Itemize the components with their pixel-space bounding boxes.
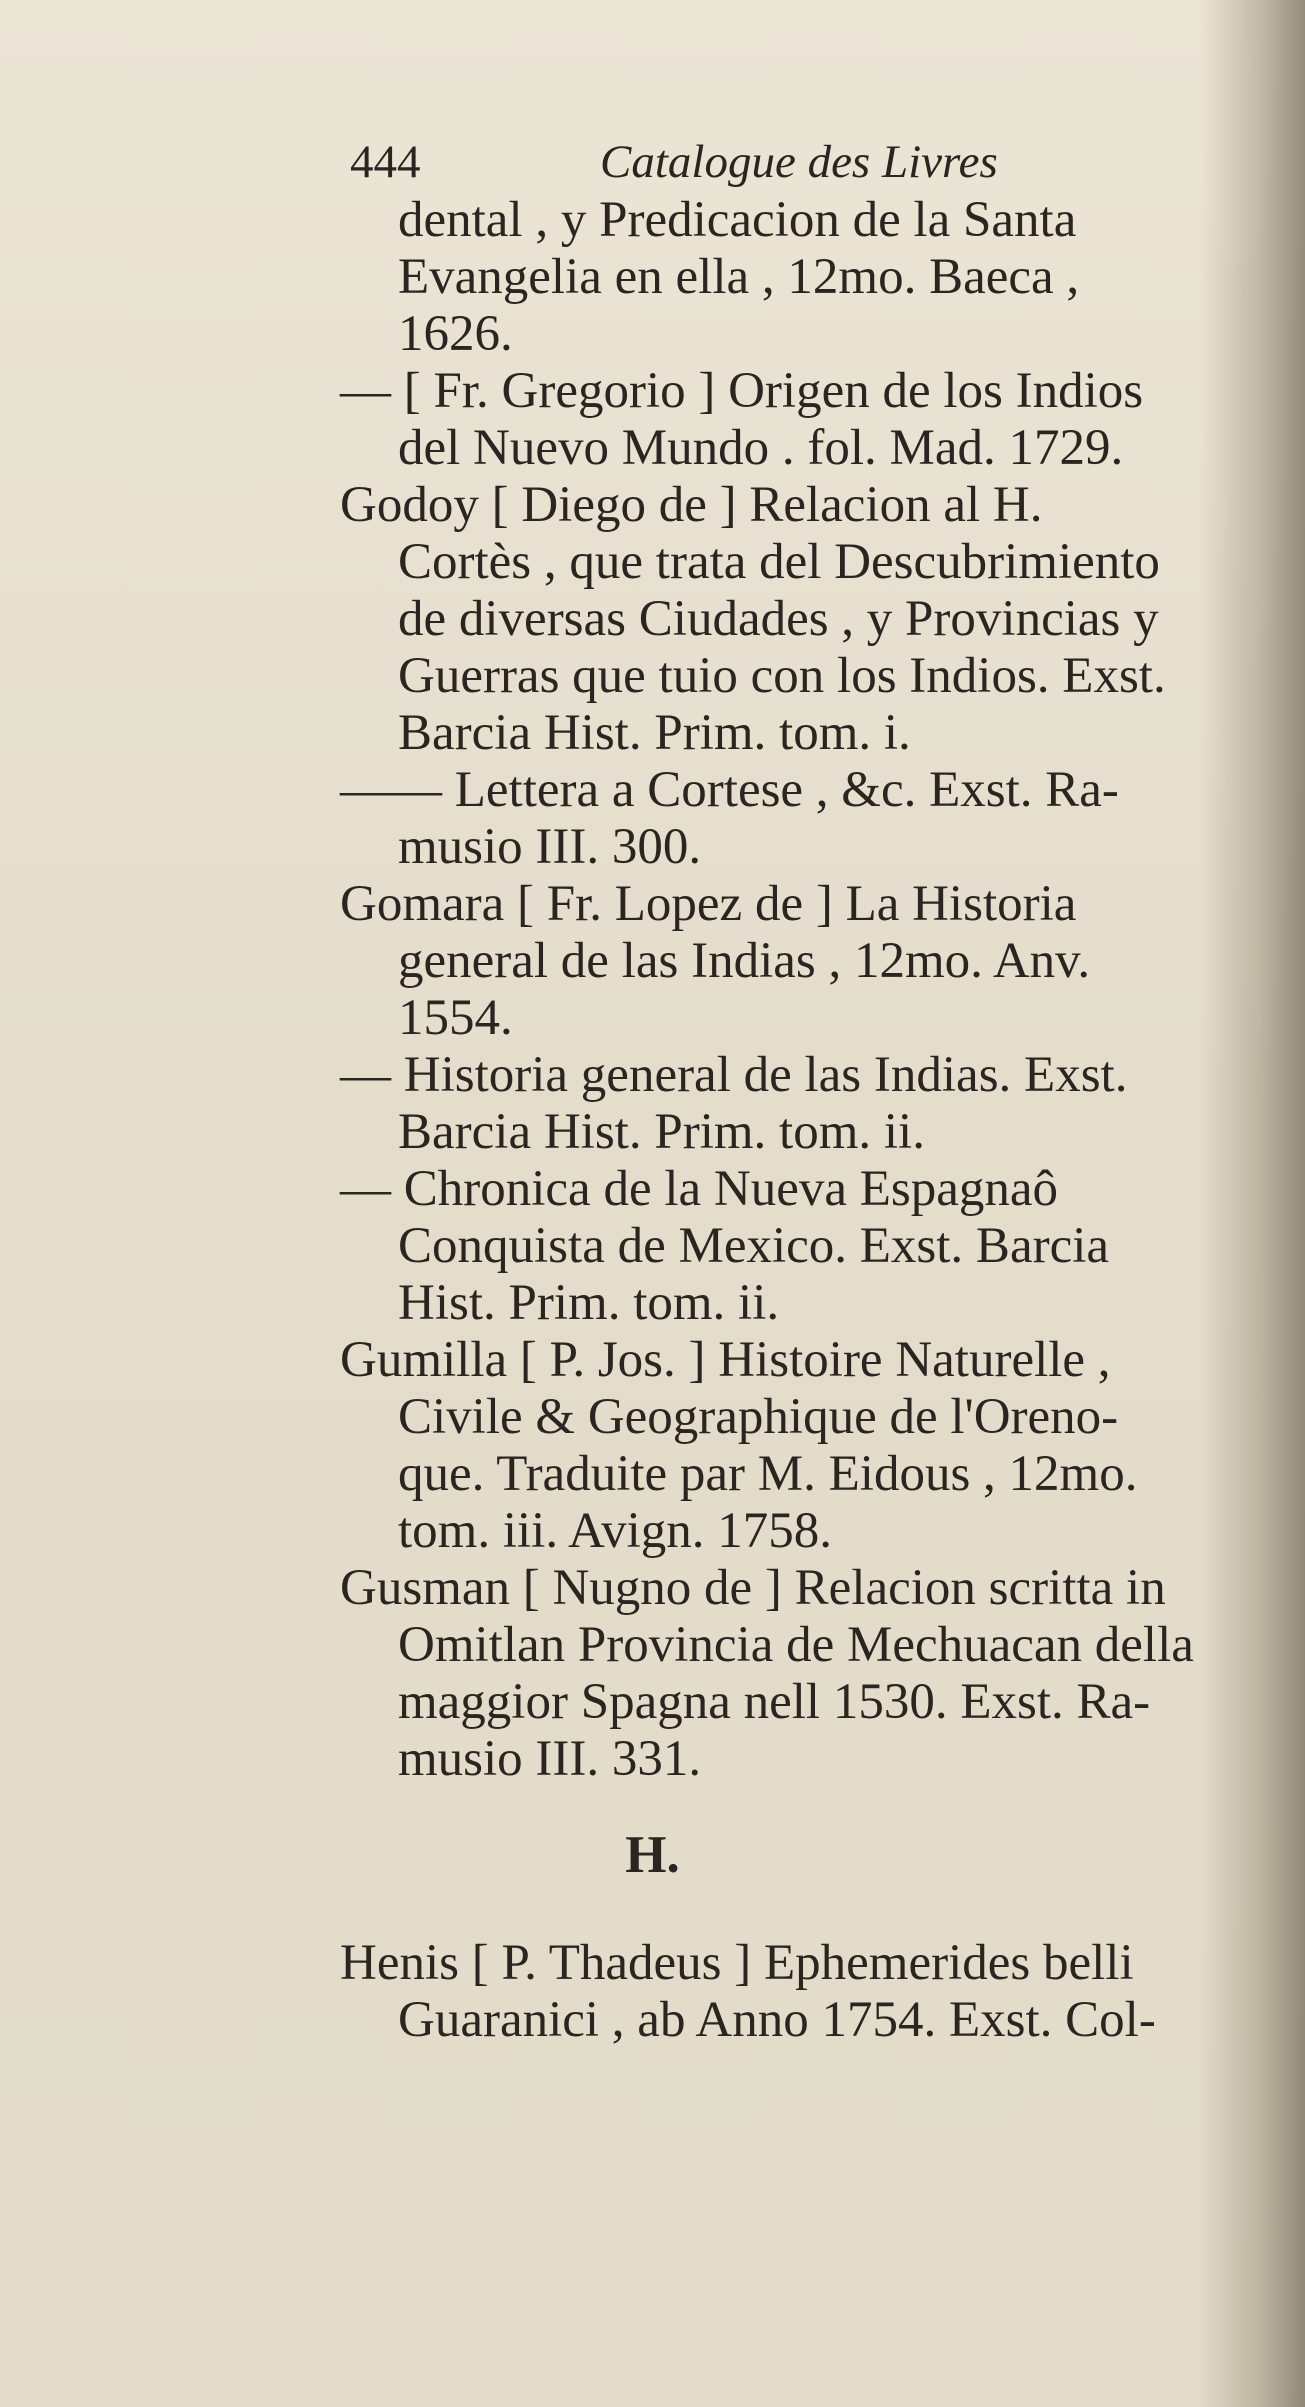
- catalogue-line: del Nuevo Mundo . fol. Mad. 1729.: [398, 420, 1124, 476]
- running-title: Catalogue des Livres: [600, 136, 998, 188]
- catalogue-line: Omitlan Provincia de Mechuacan della: [398, 1617, 1194, 1673]
- catalogue-line: 1626.: [398, 306, 513, 362]
- catalogue-entries-h: [340, 1935, 1270, 2049]
- catalogue-line: Guerras que tuio con los Indios. Exst.: [398, 648, 1166, 704]
- catalogue-line: musio III. 331.: [398, 1731, 702, 1787]
- catalogue-line: Henis [ P. Thadeus ] Ephemerides belli: [340, 1935, 1134, 1991]
- catalogue-line: dental , y Predicacion de la Santa: [398, 192, 1077, 248]
- catalogue-line: Conquista de Mexico. Exst. Barcia: [398, 1218, 1110, 1274]
- catalogue-line: Gumilla [ P. Jos. ] Histoire Naturelle ,: [340, 1332, 1111, 1388]
- catalogue-line: Gomara [ Fr. Lopez de ] La Historia: [340, 876, 1077, 932]
- catalogue-line: de diversas Ciudades , y Provincias y: [398, 591, 1159, 647]
- catalogue-line: general de las Indias , 12mo. Anv.: [398, 933, 1091, 989]
- catalogue-line: Cortès , que trata del Descubrimiento: [398, 534, 1160, 590]
- catalogue-line: Civile & Geographique de l'Oreno-: [398, 1389, 1119, 1445]
- section-heading: H.: [625, 1826, 680, 1884]
- catalogue-line: que. Traduite par M. Eidous , 12mo.: [398, 1446, 1138, 1502]
- catalogue-line: tom. iii. Avign. 1758.: [398, 1503, 832, 1559]
- catalogue-entries-g: [340, 192, 1270, 1788]
- catalogue-line: maggior Spagna nell 1530. Exst. Ra-: [398, 1674, 1151, 1730]
- catalogue-line: Guaranici , ab Anno 1754. Exst. Col-: [398, 1992, 1156, 2048]
- catalogue-line: —— Lettera a Cortese , &c. Exst. Ra-: [340, 762, 1119, 818]
- catalogue-line: — [ Fr. Gregorio ] Origen de los Indios: [340, 363, 1144, 419]
- catalogue-line: Gusman [ Nugno de ] Relacion scritta in: [340, 1560, 1166, 1616]
- catalogue-line: Barcia Hist. Prim. tom. ii.: [398, 1104, 925, 1160]
- catalogue-line: Barcia Hist. Prim. tom. i.: [398, 705, 911, 761]
- catalogue-line: 1554.: [398, 990, 513, 1046]
- page-header: [350, 132, 1210, 192]
- catalogue-line: Godoy [ Diego de ] Relacion al H.: [340, 477, 1043, 533]
- catalogue-line: musio III. 300.: [398, 819, 702, 875]
- catalogue-line: Hist. Prim. tom. ii.: [398, 1275, 780, 1331]
- catalogue-line: — Historia general de las Indias. Exst.: [340, 1047, 1128, 1103]
- page-number: 444: [350, 136, 421, 188]
- catalogue-line: — Chronica de la Nueva Espagnaô: [340, 1161, 1059, 1217]
- catalogue-line: Evangelia en ella , 12mo. Baeca ,: [398, 249, 1080, 305]
